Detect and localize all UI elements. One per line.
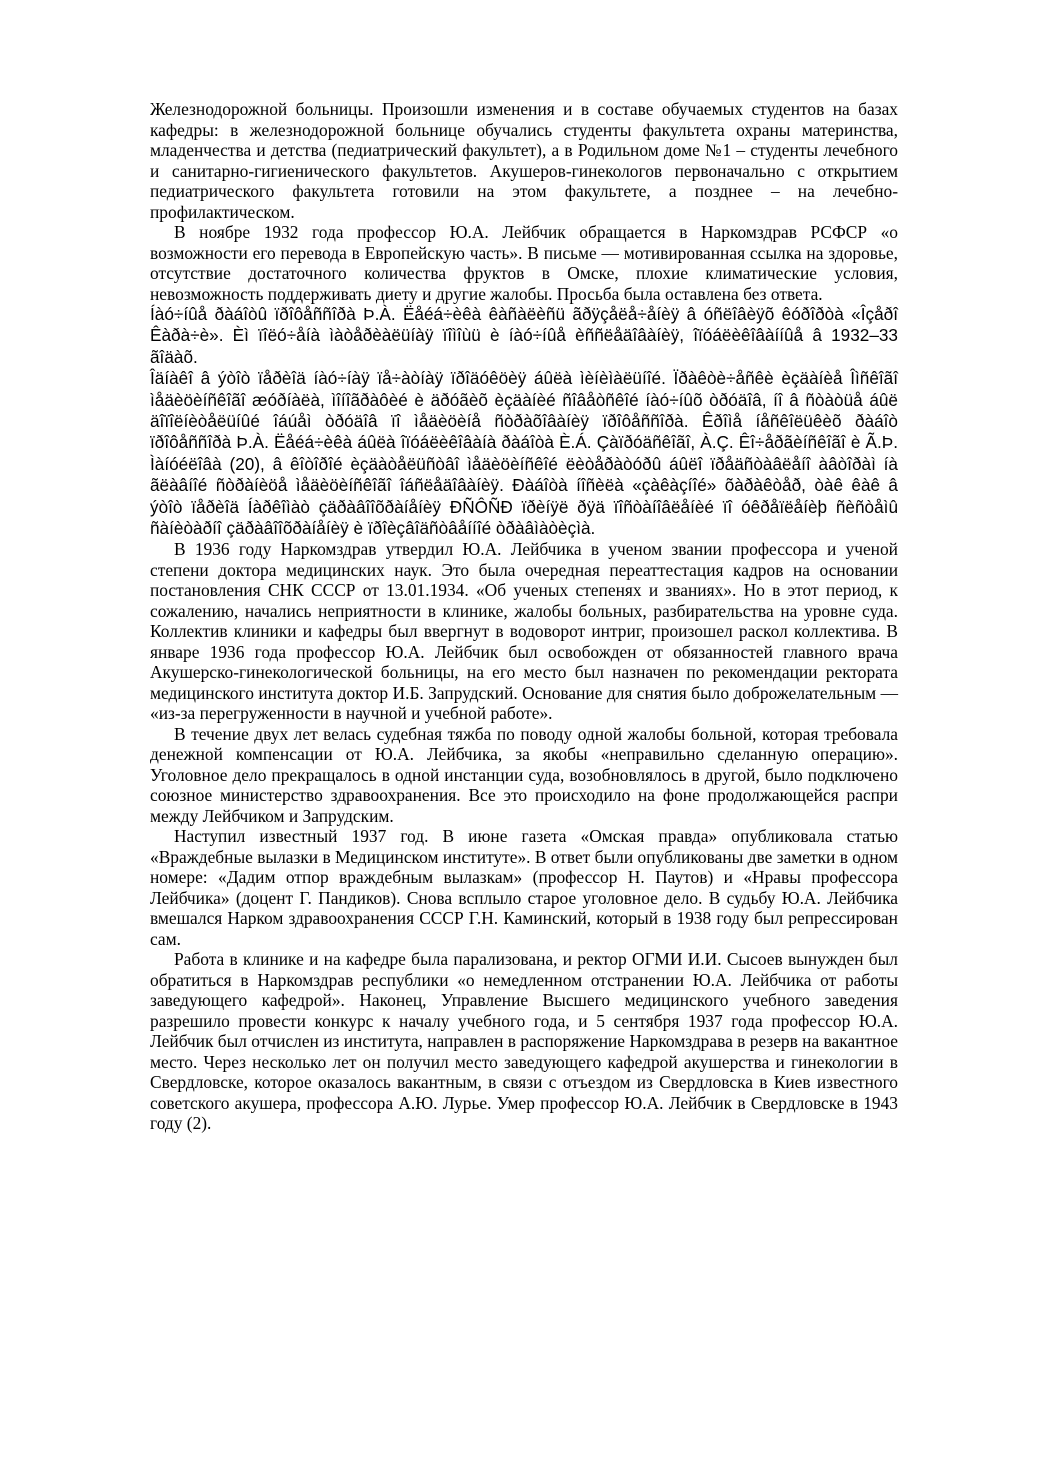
paragraph-railway-hospital: Железнодорожной больницы. Произошли изменения и в составе обучаемых студентов на базах кафедры: в железнодорожной больнице обучались студенты факультета охраны материнства, младенчества и детства (педиатрический факультет), а в Родильном доме №1 – студенты лечебного и санитарно-гигиенического факультетов. Акушеров-гинекологов первоначально с открытием педиатрического факультета готовили на этом факультете, а позднее – на лечебно-профилактическом.	[150, 99, 898, 222]
paragraph-transfer-request: В ноябре 1932 года профессор Ю.А. Лейбчик обращается в Наркомздрав РСФСР «о возможности его перевода в Европейскую часть». В письме — мотивированная ссылка на здоровье, отсутствие достаточного количества фруктов в Омске, плохие климатические условия, невозможность поддерживать диету и другие жалобы. Просьба была оставлена без ответа.	[150, 222, 898, 304]
paragraph-garbled-publications: Îäíàêî â ýòîò ïåðèîä íàó÷íàÿ ïå÷àòíàÿ ïðîäóêöèÿ áûëà ìèíèìàëüíîé. Ïðàêòè÷åñêè èçäàíèå Îìñêîãî ìåäèöèíñêîãî æóðíàëà, ìîíîãðàôèé è äðóãèõ èçäàíèé ñîâåòñêîé íàó÷íûõ òðóäîâ, íî â ñòàòüå áûë äîïîëíèòåëüíûé îáúåì òðóäîâ ïî ìåäèöèíå ñòðàõîâàíèÿ ïðîôåññîðà. Êðîìå íåñêîëüêèõ ðàáîò ïðîôåññîðà Þ.À. Ëåéá÷èêà áûëà îïóáëèêîâàíà ðàáîòà È.Á. Çàïðóäñêîãî, À.Ç. Êî÷åðãèíñêîãî è Ã.Þ. Ìàíóéëîâà (20), â êîòîðîé èçäàòåëüñòâî ìåäèöèíñêîé ëèòåðàòóðû áûëî ïðåäñòàâëåíî àâòîðàì íà ãëàâíîé ñòðàíèöå ìåäèöèíñêîãî îáñëåäîâàíèÿ. Ðàáîòà íîñèëà «çàêàçíîé» õàðàêòåð, òàê êàê â ýòîò ïåðèîä Íàðêîìàò çäðàâîîõðàíåíèÿ ÐÑÔÑÐ ïðèíÿë ðÿä ïîñòàíîâëåíèé ïî óêðåïëåíèþ ñèñòåìû ñàíèòàðíî çäðàâîîõðàíåíèÿ è ïðîèçâîäñòâåííîé òðàâìàòèçìà.	[150, 368, 898, 539]
paragraph-garbled-research: Íàó÷íûå ðàáîòû ïðîôåññîðà Þ.À. Ëåéá÷èêà êàñàëèñü ãðÿçåëå÷åíèÿ â óñëîâèÿõ êóðîðòà «Îçåðî Êàðà÷è». Èì ïîëó÷åíà ìàòåðèàëüíàÿ ïîìîùü è íàó÷íûå èññëåäîâàíèÿ, îïóáëèêîâàííûå â 1932–33 ãîäàõ.	[150, 304, 898, 367]
paragraph-1936-professor-title: В 1936 году Наркомздрав утвердил Ю.А. Лейбчика в ученом звании профессора и ученой степени доктора медицинских наук. Это была очередная переаттестация кадров на основании постановления СНК СССР от 13.01.1934. «Об ученых степенях и званиях». Но в этот период, к сожалению, начались неприятности в клинике, жалобы больных, разбирательства на уровне суда. Коллектив клиники и кафедры был ввергнут в водоворот интриг, произошел раскол коллектива. В январе 1936 года профессор Ю.А. Лейбчик был освобожден от обязанностей главного врача Акушерско-гинекологической больницы, на его место был назначен по рекомендации ректората медицинского института доктор И.Б. Запрудский. Основание для снятия было доброжелательным — «из-за перегруженности в научной и учебной работе».	[150, 539, 898, 724]
paragraph-dismissal: Работа в клинике и на кафедре была парализована, и ректор ОГМИ И.И. Сысоев вынужден был обратиться в Наркомздрав республики «о немедленном отстранении Ю.А. Лейбчика от работы заведующего кафедрой». Наконец, Управление Высшего медицинского учебного заведения разрешило провести конкурс к началу учебного года, и 5 сентября 1937 года профессор Ю.А. Лейбчик был отчислен из института, направлен в распоряжение Наркомздрава в резерв на вакантное место. Через несколько лет он получил место заведующего кафедрой акушерства и гинекологии в Свердловске, которое оказалось вакантным, в связи с отъездом из Свердловска в Киев известного советского акушера, профессора А.Ю. Лурье. Умер профессор Ю.А. Лейбчик в Свердловске в 1943 году (2).	[150, 949, 898, 1134]
paragraph-lawsuit: В течение двух лет велась судебная тяжба по поводу одной жалобы больной, которая требовала денежной компенсации от Ю.А. Лейбчика, за якобы «неправильно сделанную операцию». Уголовное дело прекращалось в одной инстанции суда, возобновлялось в другой, было подключено союзное министерство здравоохранения. Все это происходило на фоне продолжающейся распри между Лейбчиком и Запрудским.	[150, 723, 898, 826]
document-page	[150, 99, 898, 1134]
paragraph-1937-newspaper: Наступил известный 1937 год. В июне газета «Омская правда» опубликовала статью «Враждебные вылазки в Медицинском институте». В ответ были опубликованы две заметки в одном номере: «Дадим отпор враждебным вылазкам» (профессор Н. Паутов) и «Нравы профессора Лейбчика» (доцент Г. Пандиков). Снова всплыло старое уголовное дело. В судьбу Ю.А. Лейбчика вмешался Нарком здравоохранения СССР Г.Н. Каминский, который в 1938 году был репрессирован сам.	[150, 826, 898, 949]
